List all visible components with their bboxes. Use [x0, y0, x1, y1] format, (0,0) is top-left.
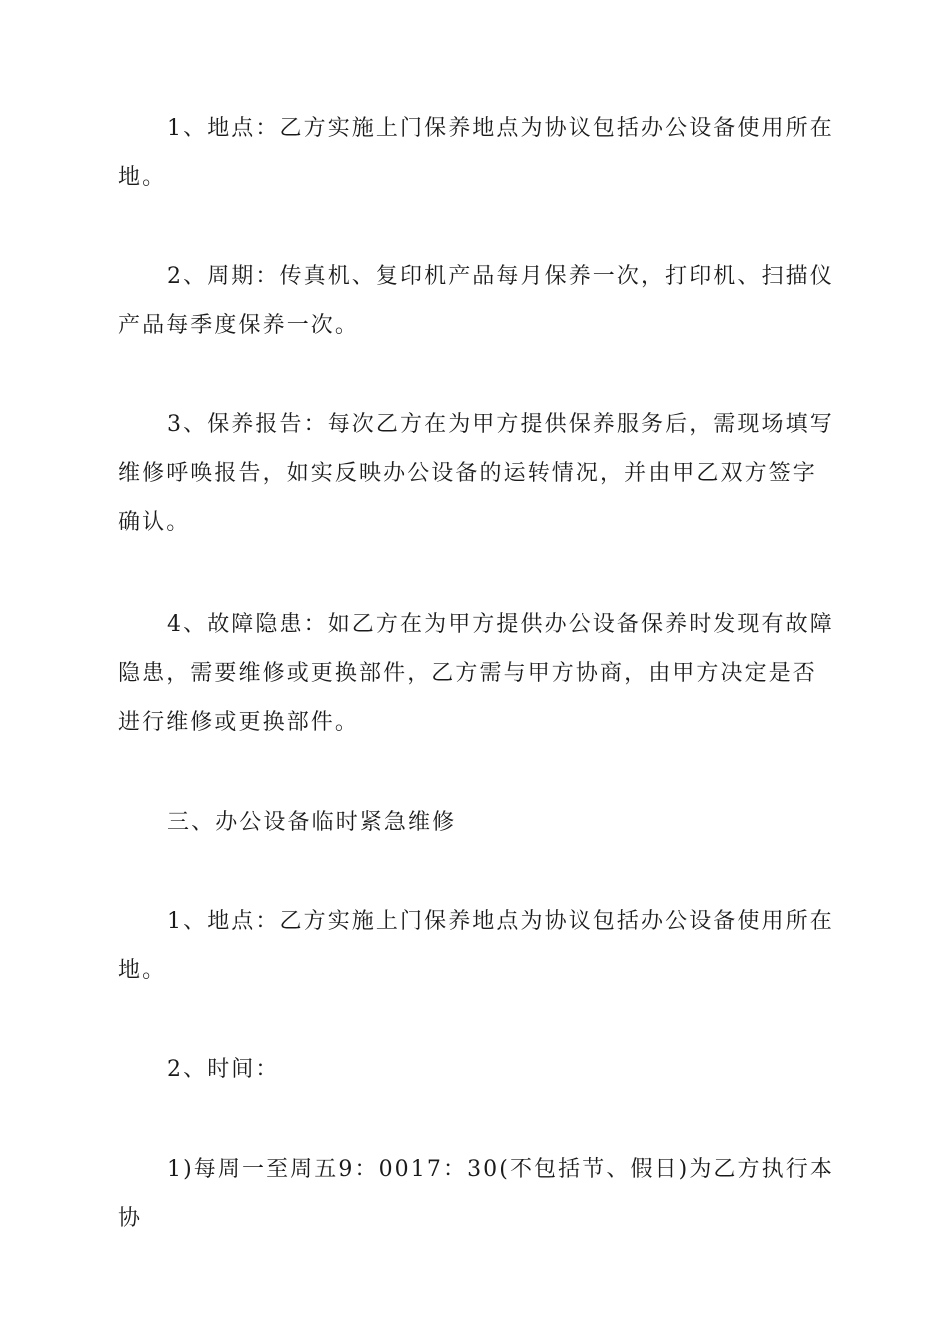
paragraph-working-hours: 1)每周一至周五9：0017：30(不包括节、假日)为乙方执行本协 — [118, 1157, 834, 1231]
section-heading-emergency-repair: 三、办公设备临时紧急维修 — [167, 810, 457, 835]
paragraph-time-label: 2、时间： — [167, 1057, 280, 1082]
paragraph-location-maintenance: 1、地点：乙方实施上门保养地点为协议包括办公设备使用所在地。 — [118, 116, 834, 190]
paragraph-fault-hazard: 4、故障隐患：如乙方在为甲方提供办公设备保养时发现有故障隐患，需要维修或更换部件，乙方需与甲方协商，由甲方决定是否进行维修或更换部件。 — [118, 612, 834, 735]
paragraph-maintenance-report: 3、保养报告：每次乙方在为甲方提供保养服务后，需现场填写维修呼唤报告，如实反映办公设备的运转情况，并由甲乙双方签字确认。 — [118, 412, 834, 535]
paragraph-maintenance-cycle: 2、周期：传真机、复印机产品每月保养一次，打印机、扫描仪产品每季度保养一次。 — [118, 264, 834, 338]
paragraph-location-emergency: 1、地点：乙方实施上门保养地点为协议包括办公设备使用所在地。 — [118, 909, 834, 983]
